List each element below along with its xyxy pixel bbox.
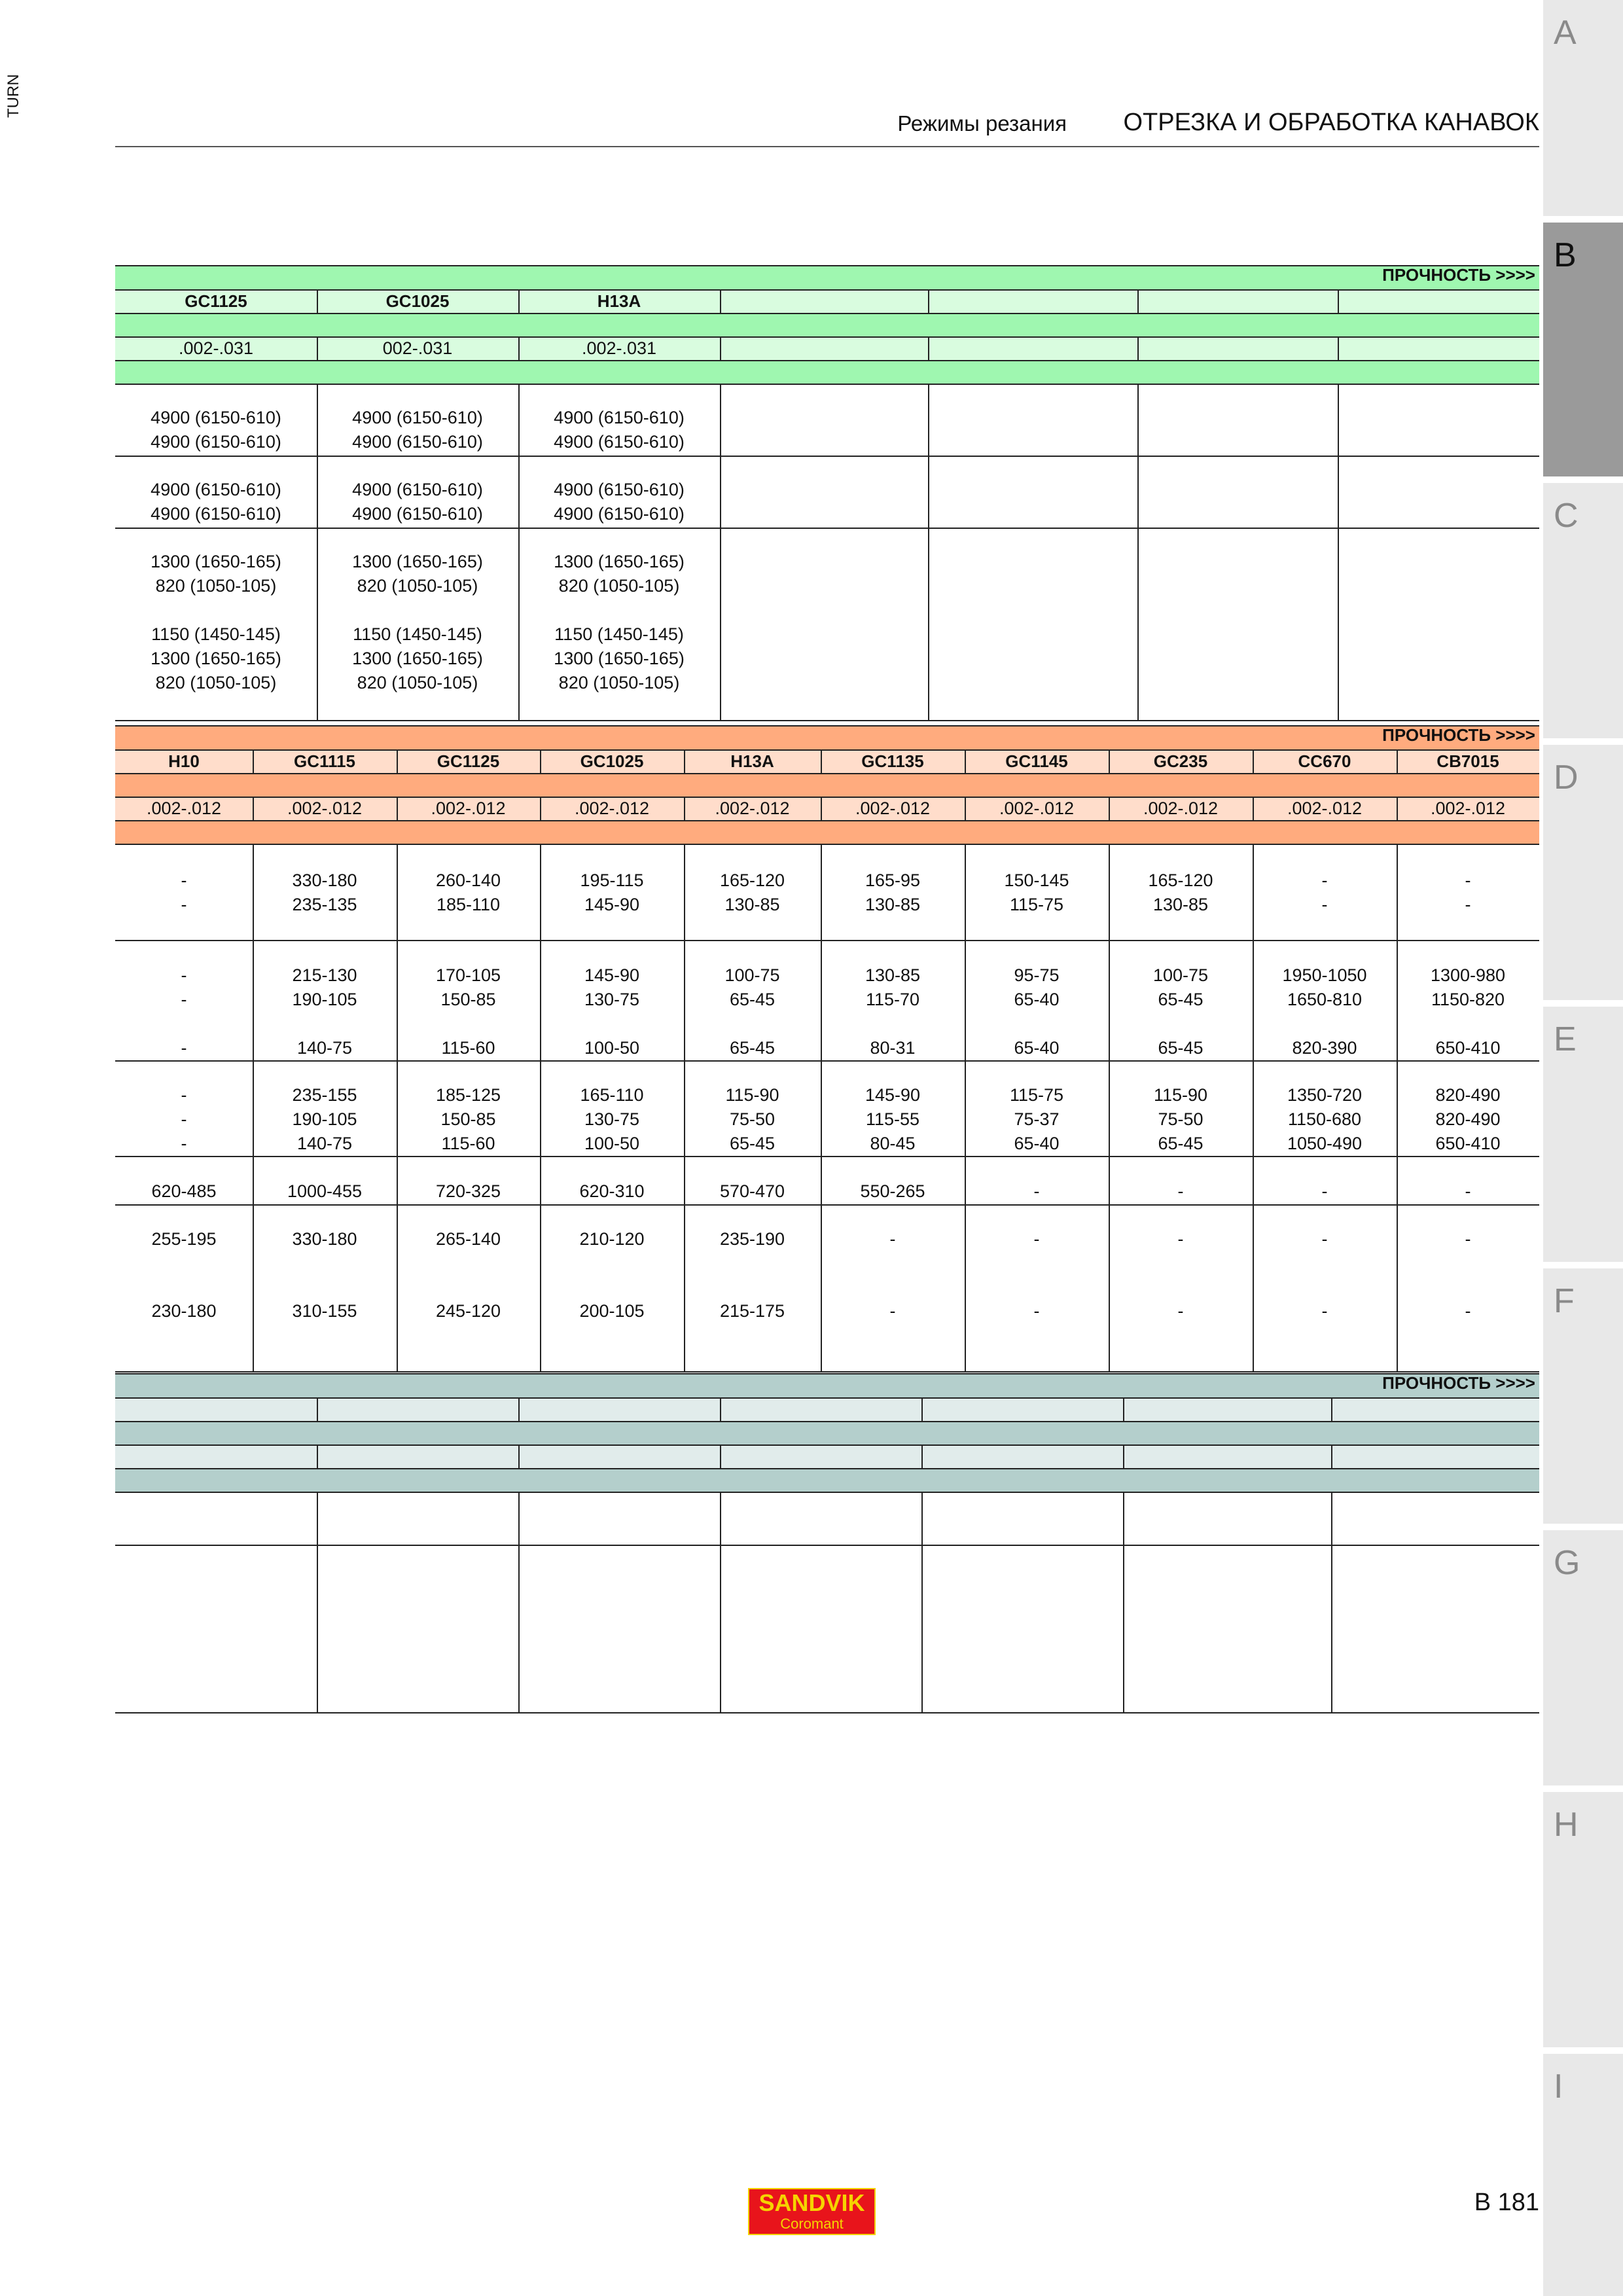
column-divider xyxy=(720,289,721,313)
tab-a[interactable] xyxy=(1543,0,1623,216)
column-divider xyxy=(928,384,929,720)
tab-d[interactable] xyxy=(1543,745,1623,1000)
speed-value: 245-120 xyxy=(435,1301,501,1321)
speed-value: 165-120 130-85 xyxy=(719,870,785,914)
speed-value: 235-155 190-105 140-75 xyxy=(292,1085,357,1153)
feed-value: .002-.012 xyxy=(1287,798,1363,818)
row-divider xyxy=(115,1468,1539,1469)
speed-value: 1950-1050 1650-810 820-390 xyxy=(1282,965,1367,1058)
tab-i[interactable] xyxy=(1543,2054,1623,2296)
column-divider xyxy=(720,384,721,720)
speed-value: 210-120 xyxy=(579,1229,645,1249)
column-divider xyxy=(1338,289,1339,313)
column-divider xyxy=(518,1444,520,1468)
row-divider xyxy=(115,456,1539,457)
column-divider xyxy=(720,1397,721,1421)
feed-value: .002-.012 xyxy=(1430,798,1506,818)
speed-value: 185-125 150-85 115-60 xyxy=(435,1085,501,1153)
speed-value: 620-485 xyxy=(151,1181,217,1201)
column-divider xyxy=(928,289,929,313)
speed-value: 255-195 xyxy=(151,1229,217,1249)
column-divider xyxy=(317,1397,318,1421)
column-divider xyxy=(1123,1492,1124,1712)
feed-value: .002-.012 xyxy=(287,798,363,818)
side-label xyxy=(0,46,22,118)
tab-g[interactable] xyxy=(1543,1530,1623,1785)
row-divider xyxy=(115,1421,1539,1422)
grade-header: GC1115 xyxy=(294,751,355,771)
speed-value: 550-265 xyxy=(860,1181,925,1201)
speed-value: 1300 (1650-165) 820 (1050-105) 1150 (1450-145) 1300 (1650-165) 820 (1050-105) xyxy=(554,552,685,692)
speed-value: 200-105 xyxy=(579,1301,645,1321)
tab-h[interactable] xyxy=(1543,1792,1623,2047)
speed-value: 1300 (1650-165) 820 (1050-105) 1150 (1450-145) 1300 (1650-165) 820 (1050-105) xyxy=(352,552,483,692)
grade-header: H13A xyxy=(730,751,774,771)
logo-line2: Coromant xyxy=(780,2215,844,2232)
speed-value: 115-75 75-37 65-40 xyxy=(1009,1085,1064,1153)
speed-value: - xyxy=(1033,1181,1040,1201)
speed-value: - xyxy=(1033,1301,1040,1321)
tab-f[interactable] xyxy=(1543,1268,1623,1524)
tab-label: F xyxy=(1554,1282,1575,1320)
row-divider xyxy=(115,1397,1539,1399)
table2-band xyxy=(115,820,1539,844)
speed-value: - xyxy=(889,1301,896,1321)
speed-value: 4900 (6150-610) 4900 (6150-610) xyxy=(151,480,281,524)
row-divider xyxy=(115,1060,1539,1062)
speed-value: 4900 (6150-610) 4900 (6150-610) xyxy=(554,480,685,524)
tab-label: E xyxy=(1554,1020,1577,1058)
speed-value: 4900 (6150-610) 4900 (6150-610) xyxy=(352,480,483,524)
speed-value: 165-110 130-75 100-50 xyxy=(580,1085,644,1153)
table-bottom xyxy=(115,720,1539,721)
table2-band xyxy=(115,773,1539,797)
speed-value: - xyxy=(889,1229,896,1249)
header-title: ОТРЕЗКА И ОБРАБОТКА КАНАВОК xyxy=(1123,109,1539,136)
row-divider xyxy=(115,1156,1539,1157)
speed-value: 4900 (6150-610) 4900 (6150-610) xyxy=(352,408,483,452)
row-divider xyxy=(115,528,1539,529)
speed-value: - xyxy=(1321,1181,1328,1201)
column-divider xyxy=(1137,336,1139,360)
speed-value: 265-140 xyxy=(435,1229,501,1249)
speed-value: 1300-980 1150-820 650-410 xyxy=(1430,965,1506,1058)
header-rule xyxy=(115,146,1539,147)
speed-value: 170-105 150-85 115-60 xyxy=(435,965,501,1058)
speed-value: 145-90 115-55 80-45 xyxy=(865,1085,921,1153)
side-label-text: TURN xyxy=(5,74,22,118)
column-divider xyxy=(1338,384,1339,720)
speed-value: 130-85 115-70 80-31 xyxy=(865,965,921,1058)
grade-header: H13A xyxy=(597,291,641,311)
feed-value: .002-.012 xyxy=(715,798,790,818)
column-divider xyxy=(720,1444,721,1468)
speed-value: 95-75 65-40 65-40 xyxy=(1014,965,1060,1058)
tab-label: I xyxy=(1554,2068,1563,2106)
column-divider xyxy=(720,1492,721,1712)
column-divider xyxy=(1331,1492,1332,1712)
feed-value: 002-.031 xyxy=(382,338,453,358)
column-divider xyxy=(518,1492,520,1712)
row-divider xyxy=(115,773,1539,774)
speed-value: - xyxy=(1033,1229,1040,1249)
speed-value: - xyxy=(1465,1229,1471,1249)
feed-value: .002-.012 xyxy=(431,798,506,818)
page-number: B 181 xyxy=(1474,2189,1539,2216)
speed-value: 195-115 145-90 xyxy=(580,870,644,914)
grade-header: GC1145 xyxy=(1005,751,1068,771)
table3-feed-band xyxy=(115,1444,1539,1468)
row-divider xyxy=(115,1545,1539,1546)
speed-value: - xyxy=(1465,1301,1471,1321)
column-divider xyxy=(1123,1397,1124,1421)
speed-value: 260-140 185-110 xyxy=(435,870,501,914)
speed-value: 4900 (6150-610) 4900 (6150-610) xyxy=(151,408,281,452)
speed-value: - - - xyxy=(181,965,187,1058)
strength-label: ПРОЧНОСТЬ >>>> xyxy=(1382,725,1535,745)
tab-e[interactable] xyxy=(1543,1007,1623,1262)
column-divider xyxy=(921,1444,923,1468)
row-divider xyxy=(115,384,1539,385)
feed-value: .002-.012 xyxy=(999,798,1075,818)
speed-value: - xyxy=(1177,1181,1184,1201)
grade-header: GC1025 xyxy=(580,751,644,771)
speed-value: - - xyxy=(1465,870,1471,914)
speed-value: 230-180 xyxy=(151,1301,217,1321)
column-divider xyxy=(921,1492,923,1712)
speed-value: - - xyxy=(181,870,187,914)
logo-line1: SANDVIK xyxy=(758,2189,865,2216)
grade-header: GC1025 xyxy=(385,291,450,311)
table-bottom xyxy=(115,1371,1539,1372)
column-divider xyxy=(1123,1444,1124,1468)
column-divider xyxy=(317,1492,318,1712)
speed-value: - xyxy=(1177,1229,1184,1249)
grade-header: GC1135 xyxy=(861,751,924,771)
strength-label: ПРОЧНОСТЬ >>>> xyxy=(1382,265,1535,285)
feed-value: .002-.012 xyxy=(146,798,222,818)
row-divider xyxy=(115,844,1539,845)
row-divider xyxy=(115,1492,1539,1493)
tab-label: H xyxy=(1554,1806,1578,1844)
speed-value: 215-175 xyxy=(719,1301,785,1321)
speed-value: 1300 (1650-165) 820 (1050-105) 1150 (1450-145) 1300 (1650-165) 820 (1050-105) xyxy=(151,552,281,692)
tab-label: B xyxy=(1554,236,1577,274)
tab-b[interactable] xyxy=(1543,223,1623,476)
speed-value: 820-490 820-490 650-410 xyxy=(1435,1085,1501,1153)
table-bottom xyxy=(115,1712,1539,1713)
speed-value: 145-90 130-75 100-50 xyxy=(584,965,640,1058)
grade-header: GC1125 xyxy=(437,751,500,771)
feed-value: .002-.031 xyxy=(178,338,254,358)
speed-value: 1000-455 xyxy=(287,1181,363,1201)
column-divider xyxy=(720,336,721,360)
tab-label: G xyxy=(1554,1544,1580,1582)
speed-value: - xyxy=(1321,1229,1328,1249)
table3-band xyxy=(115,1421,1539,1444)
speed-value: - xyxy=(1465,1181,1471,1201)
speed-value: 330-180 xyxy=(292,1229,357,1249)
tab-c[interactable] xyxy=(1543,483,1623,738)
grade-header: H10 xyxy=(168,751,200,771)
column-divider xyxy=(317,1444,318,1468)
grade-header: GC1125 xyxy=(185,291,247,311)
speed-value: 330-180 235-135 xyxy=(292,870,357,914)
speed-value: - - xyxy=(1321,870,1328,914)
column-divider xyxy=(1331,1397,1332,1421)
table1-band xyxy=(115,313,1539,336)
header-subtitle: Режимы резания xyxy=(897,111,1067,135)
speed-value: 215-130 190-105 140-75 xyxy=(292,965,357,1058)
column-divider xyxy=(1137,289,1139,313)
speed-value: 235-190 xyxy=(719,1229,785,1249)
speed-value: 100-75 65-45 65-45 xyxy=(724,965,780,1058)
row-divider xyxy=(115,313,1539,314)
speed-value: - - - xyxy=(181,1085,187,1153)
column-divider xyxy=(1331,1444,1332,1468)
sandvik-logo xyxy=(748,2188,876,2235)
feed-value: .002-.012 xyxy=(574,798,650,818)
strength-label: ПРОЧНОСТЬ >>>> xyxy=(1382,1373,1535,1393)
row-divider xyxy=(115,1204,1539,1206)
column-divider xyxy=(1137,384,1139,720)
column-divider xyxy=(1338,336,1339,360)
table1-band xyxy=(115,360,1539,384)
speed-value: - xyxy=(1321,1301,1328,1321)
speed-value: 620-310 xyxy=(579,1181,645,1201)
table3-grade-band xyxy=(115,1397,1539,1421)
grade-header: CB7015 xyxy=(1436,751,1499,771)
speed-value: 100-75 65-45 65-45 xyxy=(1152,965,1209,1058)
table3-band xyxy=(115,1468,1539,1492)
column-divider xyxy=(921,1397,923,1421)
row-divider xyxy=(115,940,1539,941)
grade-header: CC670 xyxy=(1298,751,1351,771)
speed-value: 115-90 75-50 65-45 xyxy=(1153,1085,1208,1153)
column-divider xyxy=(518,1397,520,1421)
speed-value: 150-145 115-75 xyxy=(1004,870,1069,914)
column-divider xyxy=(928,336,929,360)
speed-value: 115-90 75-50 65-45 xyxy=(725,1085,779,1153)
speed-value: 310-155 xyxy=(292,1301,357,1321)
feed-value: .002-.012 xyxy=(855,798,931,818)
speed-value: 720-325 xyxy=(435,1181,501,1201)
feed-value: .002-.012 xyxy=(1143,798,1219,818)
section-tabs xyxy=(1543,0,1623,2296)
grade-header: GC235 xyxy=(1153,751,1208,771)
speed-value: 1350-720 1150-680 1050-490 xyxy=(1287,1085,1363,1153)
tab-label: C xyxy=(1554,497,1578,535)
tab-label: D xyxy=(1554,759,1578,797)
tab-label: A xyxy=(1554,14,1577,52)
feed-value: .002-.031 xyxy=(581,338,657,358)
speed-value: - xyxy=(1177,1301,1184,1321)
speed-value: 4900 (6150-610) 4900 (6150-610) xyxy=(554,408,685,452)
row-divider xyxy=(115,1444,1539,1446)
speed-value: 165-120 130-85 xyxy=(1148,870,1213,914)
speed-value: 570-470 xyxy=(719,1181,785,1201)
speed-value: 165-95 130-85 xyxy=(865,870,921,914)
